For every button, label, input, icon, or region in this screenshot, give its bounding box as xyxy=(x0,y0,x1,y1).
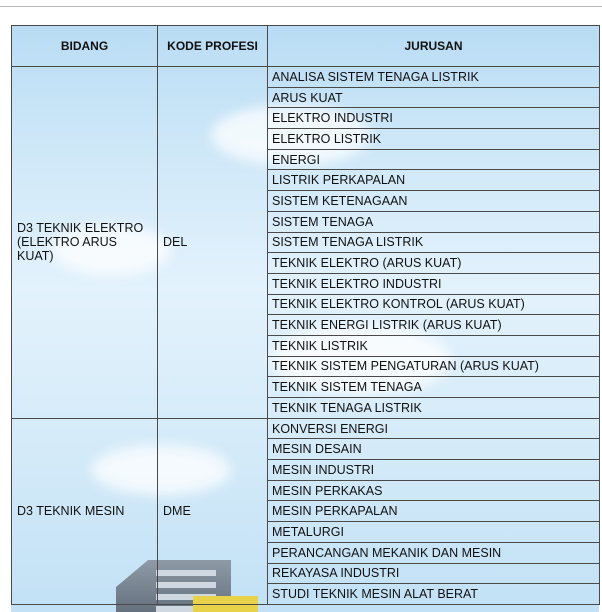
jurusan-cell: ELEKTRO INDUSTRI xyxy=(268,108,600,129)
jurusan-cell: LISTRIK PERKAPALAN xyxy=(268,170,600,191)
kode-profesi-cell: DME xyxy=(158,418,268,604)
jurusan-cell: TEKNIK ELEKTRO (ARUS KUAT) xyxy=(268,253,600,274)
header-kode-profesi: KODE PROFESI xyxy=(158,26,268,67)
jurusan-cell: ARUS KUAT xyxy=(268,87,600,108)
bidang-cell: D3 TEKNIK MESIN xyxy=(12,418,158,604)
jurusan-cell: TEKNIK TENAGA LISTRIK xyxy=(268,398,600,419)
jurusan-cell: TEKNIK ENERGI LISTRIK (ARUS KUAT) xyxy=(268,315,600,336)
jurusan-cell: ANALISA SISTEM TENAGA LISTRIK xyxy=(268,67,600,88)
jurusan-cell: SISTEM TENAGA LISTRIK xyxy=(268,232,600,253)
jurusan-cell: STUDI TEKNIK MESIN ALAT BERAT xyxy=(268,584,600,605)
jurusan-cell: ENERGI xyxy=(268,149,600,170)
table-row xyxy=(12,67,600,88)
table-body xyxy=(12,67,600,605)
jurusan-cell: METALURGI xyxy=(268,522,600,543)
jurusan-cell: TEKNIK SISTEM TENAGA xyxy=(268,377,600,398)
jurusan-cell: MESIN PERKAKAS xyxy=(268,480,600,501)
jurusan-cell: TEKNIK SISTEM PENGATURAN (ARUS KUAT) xyxy=(268,356,600,377)
table-row xyxy=(12,418,600,439)
jurusan-cell: SISTEM KETENAGAAN xyxy=(268,191,600,212)
jurusan-cell: SISTEM TENAGA xyxy=(268,211,600,232)
jurusan-table xyxy=(11,25,600,605)
header-bidang: BIDANG xyxy=(12,26,158,67)
jurusan-cell: MESIN INDUSTRI xyxy=(268,460,600,481)
jurusan-cell: MESIN DESAIN xyxy=(268,439,600,460)
jurusan-cell: TEKNIK ELEKTRO INDUSTRI xyxy=(268,273,600,294)
jurusan-cell: PERANCANGAN MEKANIK DAN MESIN xyxy=(268,542,600,563)
jurusan-cell: TEKNIK ELEKTRO KONTROL (ARUS KUAT) xyxy=(268,294,600,315)
jurusan-cell: MESIN PERKAPALAN xyxy=(268,501,600,522)
page-top-border xyxy=(0,0,602,7)
table-header-row xyxy=(12,26,600,67)
header-jurusan: JURUSAN xyxy=(268,26,600,67)
bidang-cell: D3 TEKNIK ELEKTRO (ELEKTRO ARUS KUAT) xyxy=(12,67,158,419)
jurusan-cell: ELEKTRO LISTRIK xyxy=(268,129,600,150)
kode-profesi-cell: DEL xyxy=(158,67,268,419)
jurusan-cell: TEKNIK LISTRIK xyxy=(268,335,600,356)
jurusan-cell: KONVERSI ENERGI xyxy=(268,418,600,439)
jurusan-cell: REKAYASA INDUSTRI xyxy=(268,563,600,584)
